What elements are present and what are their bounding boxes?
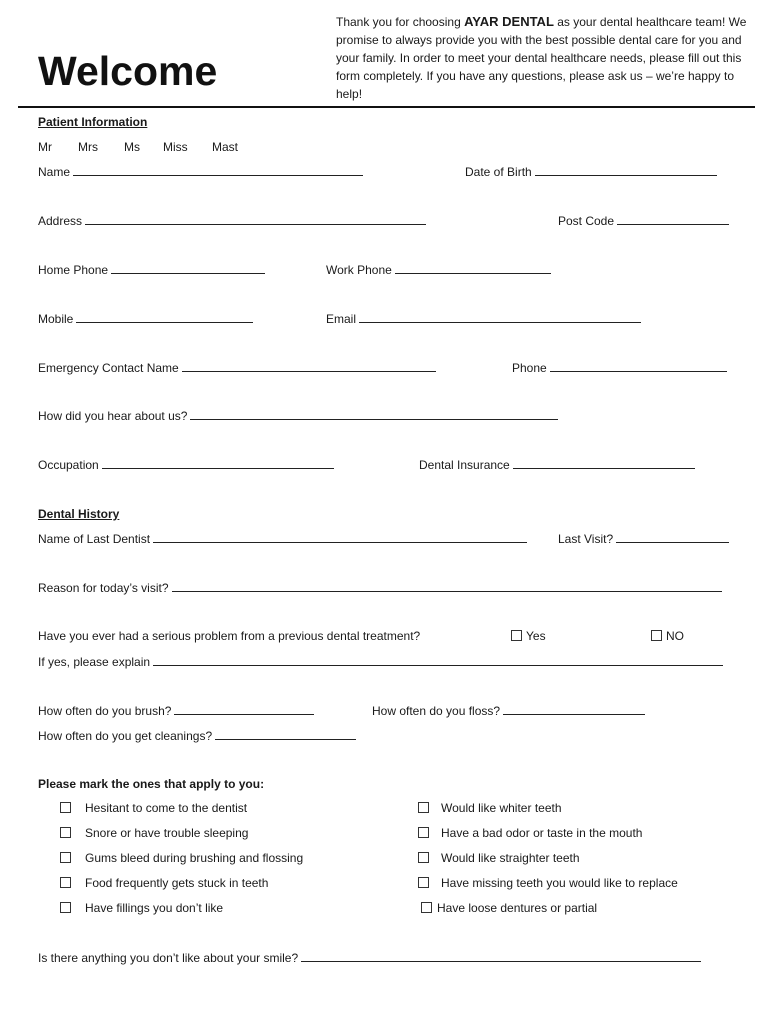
checkbox[interactable] [421,902,432,913]
title-mrs[interactable]: Mrs [78,140,98,154]
floss-row [372,702,645,719]
check-item-snore[interactable] [60,825,248,841]
checkbox[interactable] [418,852,429,863]
home-phone-row [38,261,265,278]
mobile-row [38,310,253,327]
smile-question-field[interactable] [301,949,701,962]
check-item-bad-odor[interactable] [418,825,642,841]
check-item-food-stuck[interactable] [60,875,268,891]
emergency-name-label: Emergency Contact Name [38,361,179,375]
intro-text-end: as your dental healthcare team! We promise to always provide you with the best possible dental care for you and your family. In order to meet your dental healthcare needs, please fill out this form completely. If you have any questions, please ask us – we’re happy to help! [336,15,747,101]
no-option[interactable] [651,628,684,644]
dob-field[interactable] [535,163,717,176]
checkbox[interactable] [60,877,71,888]
check-item-label: Hesitant to come to the dentist [85,801,248,815]
checkbox[interactable] [60,802,71,813]
occupation-row [38,456,334,473]
emergency-name-row [38,359,436,376]
address-row [38,212,426,229]
check-item-whiter-teeth[interactable] [418,800,562,816]
check-item-label: Have a bad odor or taste in the mouth [441,826,643,840]
email-field[interactable] [359,310,641,323]
check-item-label: Food frequently gets stuck in teeth [85,876,269,890]
check-item-label: Have missing teeth you would like to replace [441,876,678,890]
checkbox[interactable] [60,827,71,838]
checklist-heading: Please mark the ones that apply to you: [38,777,265,791]
page-title: Welcome [38,48,218,94]
check-item-hesitant[interactable] [60,800,247,816]
yes-checkbox[interactable] [511,630,522,641]
checkbox[interactable] [60,852,71,863]
smile-question-row [38,949,701,966]
post-code-label: Post Code [558,214,615,228]
mobile-label: Mobile [38,312,74,326]
dental-history-heading: Dental History [38,507,120,521]
post-code-row [558,212,729,229]
no-label: NO [666,629,684,643]
check-item-label: Would like whiter teeth [441,801,562,815]
last-visit-label: Last Visit? [558,532,614,546]
hear-about-label: How did you hear about us? [38,409,188,423]
practice-name: AYAR DENTAL [464,14,554,29]
insurance-field[interactable] [513,456,695,469]
name-field[interactable] [73,163,363,176]
last-dentist-field[interactable] [153,530,527,543]
reason-field[interactable] [172,579,722,592]
check-item-missing-teeth[interactable] [418,875,678,891]
emergency-phone-label: Phone [512,361,547,375]
checkbox[interactable] [418,877,429,888]
check-item-loose-dentures[interactable] [421,900,597,916]
reason-label: Reason for today’s visit? [38,581,169,595]
last-visit-field[interactable] [616,530,729,543]
intro-text-start: Thank you for choosing [336,15,465,29]
explain-field[interactable] [153,653,723,666]
work-phone-field[interactable] [395,261,551,274]
check-item-label: Would like straighter teeth [441,851,580,865]
floss-field[interactable] [503,702,645,715]
work-phone-row [326,261,551,278]
title-miss[interactable]: Miss [163,140,188,154]
email-label: Email [326,312,357,326]
yes-option[interactable] [511,628,546,644]
floss-label: How often do you floss? [372,704,501,718]
email-row [326,310,641,327]
home-phone-field[interactable] [111,261,265,274]
checkbox[interactable] [418,802,429,813]
hear-about-row [38,407,558,424]
intro-paragraph [336,13,750,103]
insurance-label: Dental Insurance [419,458,510,472]
title-ms[interactable]: Ms [124,140,140,154]
serious-problem-label: Have you ever had a serious problem from a previous dental treatment? [38,629,421,643]
check-item-label: Gums bleed during brushing and flossing [85,851,304,865]
reason-row [38,579,722,596]
check-item-label: Have loose dentures or partial [437,901,598,915]
check-item-straighter-teeth[interactable] [418,850,580,866]
address-label: Address [38,214,83,228]
occupation-label: Occupation [38,458,99,472]
checkbox[interactable] [60,902,71,913]
explain-label: If yes, please explain [38,655,151,669]
insurance-row [419,456,695,473]
hear-about-field[interactable] [190,407,558,420]
last-dentist-row [38,530,527,547]
address-field[interactable] [85,212,426,225]
smile-question-label: Is there anything you don’t like about your smile? [38,951,299,965]
check-item-fillings[interactable] [60,900,223,916]
cleanings-label: How often do you get cleanings? [38,729,213,743]
work-phone-label: Work Phone [326,263,392,277]
explain-row [38,653,723,670]
cleanings-row [38,727,356,744]
brush-field[interactable] [174,702,314,715]
patient-info-heading: Patient Information [38,115,148,129]
no-checkbox[interactable] [651,630,662,641]
check-item-gums-bleed[interactable] [60,850,303,866]
brush-label: How often do you brush? [38,704,172,718]
check-item-label: Have fillings you don’t like [85,901,224,915]
occupation-field[interactable] [102,456,334,469]
brush-row [38,702,314,719]
check-item-label: Snore or have trouble sleeping [85,826,249,840]
title-mast[interactable]: Mast [212,140,239,154]
emergency-phone-field[interactable] [550,359,727,372]
name-row [38,163,363,180]
last-visit-row [558,530,729,547]
dob-row [465,163,717,180]
dob-label: Date of Birth [465,165,532,179]
emergency-phone-row [512,359,727,376]
cleanings-field[interactable] [215,727,356,740]
post-code-field[interactable] [617,212,729,225]
emergency-name-field[interactable] [182,359,436,372]
home-phone-label: Home Phone [38,263,109,277]
yes-label: Yes [526,629,546,643]
mobile-field[interactable] [76,310,253,323]
name-label: Name [38,165,71,179]
header-divider [18,106,755,108]
title-mr[interactable]: Mr [38,140,52,154]
checkbox[interactable] [418,827,429,838]
last-dentist-label: Name of Last Dentist [38,532,151,546]
